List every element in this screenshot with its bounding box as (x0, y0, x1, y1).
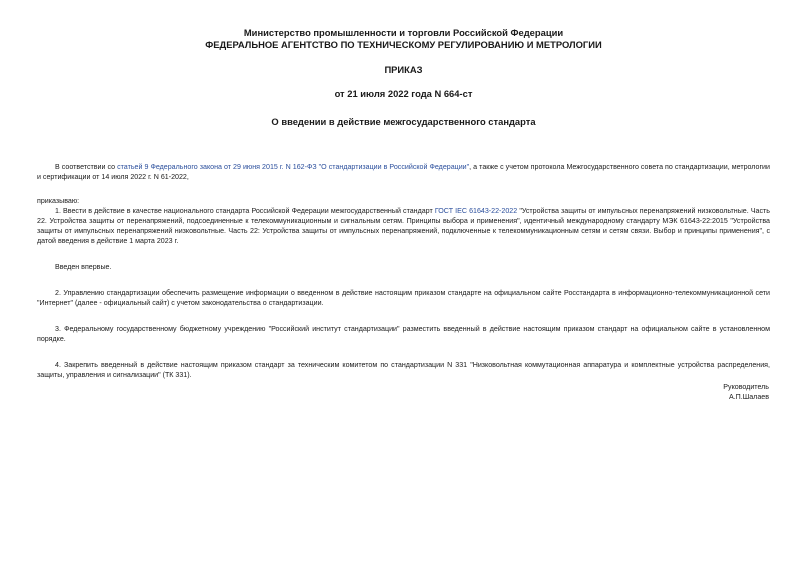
preamble-paragraph (37, 162, 770, 182)
document-subject: О введении в действие межгосударственного стандарта (271, 116, 536, 127)
signatory-name: А.П.Шалаев (728, 393, 769, 401)
item-2-paragraph: 2. Управлению стандартизации обеспечить размещение информации о введенном в действие настоящим приказом стандарте на официальном сайте Росстандарта в информационно-телекоммуникационной сети "Интернет" (далее - официальный сайт) с учетом законодательства о стандартизации. (37, 289, 770, 307)
document-date-number: от 21 июля 2022 года N 664-ст (334, 88, 473, 99)
preamble-rest: , а также с учетом протокола Межгосударственного совета по стандартизации, метрологии и сертификации от 14 июля 2022 г. N 61-2022, (37, 163, 770, 181)
item-4-paragraph: 4. Закрепить введенный в действие настоящим приказом стандарт за техническим комитетом по стандартизации N 331 "Низковольтная коммутационная аппаратура и комплектные устройства распределения, защиты, управления и сигнализации" (ТК 331). (37, 361, 770, 379)
ministry-name: Министерство промышленности и торговли Российской Федерации (243, 27, 564, 38)
item-1-start: 1. Ввести в действие в качестве национального стандарта Российской Федерации межгосударственный стандарт (55, 207, 435, 215)
agency-name: ФЕДЕРАЛЬНОЕ АГЕНТСТВО ПО ТЕХНИЧЕСКОМУ РЕГУЛИРОВАНИЮ И МЕТРОЛОГИИ (205, 39, 602, 50)
signature-block (723, 382, 769, 402)
first-time-note: Введен впервые. (55, 263, 112, 271)
order-word: приказываю: (37, 197, 80, 205)
item-1-paragraph (37, 206, 770, 246)
document-type: ПРИКАЗ (384, 64, 423, 75)
document-header (37, 27, 770, 128)
document-body (37, 162, 770, 380)
signatory-title: Руководитель (723, 383, 769, 391)
item-1-rest: "Устройства защиты от импульсных перенапряжений низковольтные. Часть 22. Устройства защиты от перенапряжений, подсоединенные к телекоммуникационным и сигнальным сетям. Принципы выбора и применения", идентичный международному стандарту МЭК 61643-22:2015 "Устройства защиты от импульсных перенапряжений низковольтные. Часть 22: Устройства защиты от импульсных перенапряжений, подключенные к телекоммуникационным сетям и сетям связи. Выбор и принципы применения", с датой введения в действие 1 марта 2023 г. (37, 207, 770, 245)
standard-link[interactable]: ГОСТ IEC 61643-22-2022 (434, 207, 518, 215)
preamble-intro: В соответствии со (55, 163, 118, 171)
law-link[interactable]: статьей 9 Федерального закона от 29 июня 2015 г. N 162-ФЗ "О стандартизации в Российской Федерации" (117, 163, 470, 171)
item-3-paragraph: 3. Федеральному государственному бюджетному учреждению "Российский институт стандартизации" разместить введенный в действие настоящим приказом стандарт на официальном сайте в установленном порядке. (37, 325, 770, 343)
